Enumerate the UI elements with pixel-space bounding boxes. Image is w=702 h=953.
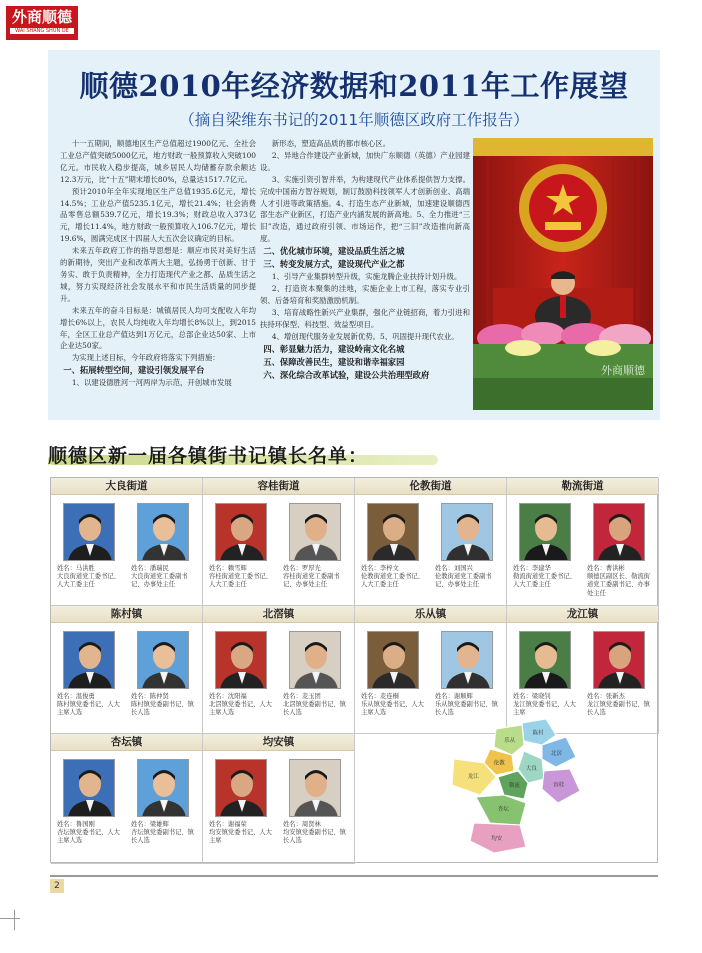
section-heading: 六、深化综合改革试验，建设公共治理型政府 <box>263 369 430 380</box>
official-caption <box>207 565 277 590</box>
official-caption <box>585 693 655 718</box>
unit-name: 伦教街道 <box>355 478 506 495</box>
article-subtitle: （摘自梁维东书记的2011年顺德区政府工作报告） <box>179 111 529 129</box>
paragraph: 2、异地合作建设产业新城，加快广东顺德（英德）产业园建设。 <box>260 150 470 172</box>
official-name: 姓名：潘瑞民 <box>131 565 169 572</box>
official-name: 姓名：梁雄辉 <box>131 821 169 828</box>
paragraph: 预计2010年全年实现地区生产总值1935.6亿元，增长14.5%；工业总产值5235.1亿元，增长21.4%；社会消费品零售总额539.7亿元，增长19.3%；财政总收入373亿元，增长11.4%，地方财政一般预算收入106.7亿元，增长19.6%，圆满完成区十四届人大五次会议确定的目标。 <box>60 186 256 244</box>
portrait-photo <box>519 631 571 689</box>
unit-name: 乐从镇 <box>355 606 506 623</box>
footer-rule <box>50 875 658 877</box>
official-card <box>511 503 581 590</box>
section-heading: 三、转变发展方式，建设现代产业之都 <box>263 259 405 270</box>
crop-mark <box>14 910 15 930</box>
official-card <box>55 503 125 590</box>
official-role: 北滘镇党委副书记、镇长人选 <box>283 701 346 717</box>
portrait-photo <box>215 503 267 561</box>
paragraph: 3、实施引资引智并举，为构建现代产业体系提供智力支撑。完成中国南方智谷规划，制订鼓励科技领军人才创新创业、高端人才引进等政策措施。4、打造生态产业新城，加速建设顺德西部生态产业新区，打造产业内涵发展的新高地。5、全力推进“三旧”改造，通过政府引领、市场运作，把“三旧”改造推向新高度。 <box>260 174 470 244</box>
official-role: 伦教街道党工委书记、人大工委主任 <box>361 573 424 589</box>
article-title: 顺德2010年经济数据和2011年工作展望 <box>79 69 629 103</box>
official-caption <box>511 693 581 718</box>
page-number: 2 <box>50 879 64 893</box>
official-role: 勒流街道党工委书记、人大工委主任 <box>513 573 576 589</box>
official-card <box>433 631 503 718</box>
official-role: 容桂街道党工委书记、人大工委主任 <box>209 573 272 589</box>
portrait-photo <box>215 759 267 817</box>
portrait-photo <box>519 503 571 561</box>
roster-heading <box>48 441 448 467</box>
official-role: 陈村镇党委副书记、镇长人选 <box>131 701 194 717</box>
official-card <box>511 631 581 718</box>
roster-title: 顺德区新一届各镇街书记镇长名单： <box>48 445 369 467</box>
unit-cell <box>51 606 203 734</box>
official-caption <box>511 565 581 590</box>
official-role: 龙江镇党委书记、人大主席 <box>513 701 576 717</box>
official-name: 姓名：马洪胜 <box>57 565 95 572</box>
official-role: 北滘镇党委书记、人大主席人选 <box>209 701 272 717</box>
magazine-logo <box>6 6 78 40</box>
unit-name: 容桂街道 <box>203 478 354 495</box>
portrait-photo <box>367 503 419 561</box>
map-label: 杏坛 <box>497 806 509 813</box>
official-card <box>207 759 277 846</box>
official-role: 杏坛镇党委副书记、镇长人选 <box>131 829 194 845</box>
portrait-photo <box>63 631 115 689</box>
official-name: 姓名：周贤林 <box>283 821 321 828</box>
unit-name: 大良街道 <box>51 478 202 495</box>
unit-name: 陈村镇 <box>51 606 202 623</box>
official-name: 姓名：谢顺辉 <box>435 693 473 700</box>
map-label: 龙江 <box>467 773 479 780</box>
section-heading: 二、优化城市环境，建设品质生活之城 <box>263 246 405 257</box>
official-role: 龙江镇党委副书记、镇长人选 <box>587 701 650 717</box>
portrait-photo <box>63 759 115 817</box>
official-role: 杏坛镇党委书记、人大主席人选 <box>57 829 120 845</box>
paragraph: 新形态，塑造高品质的都市核心区。 <box>271 139 391 148</box>
official-card <box>207 503 277 590</box>
shunde-map <box>434 715 649 855</box>
section-heading: 五、保障改善民生，建设和谐幸福家园 <box>263 356 405 367</box>
paragraph: 1、以建设德胜河一河两岸为示范，开创城市发展 <box>71 378 232 388</box>
official-name: 姓名：李梓文 <box>361 565 399 572</box>
article-panel <box>48 50 660 420</box>
article-column-2 <box>260 138 470 418</box>
official-caption <box>129 565 199 590</box>
map-label: 乐从 <box>504 738 516 745</box>
official-card <box>433 503 503 590</box>
official-role: 大良街道党工委副书记、办事处主任 <box>131 573 188 589</box>
official-caption <box>207 821 277 846</box>
unit-cell <box>203 606 355 734</box>
official-card <box>129 503 199 590</box>
unit-name: 龙江镇 <box>507 606 658 623</box>
map-label: 均安 <box>491 835 503 842</box>
official-card <box>207 631 277 718</box>
roster-grid <box>50 477 658 863</box>
map-label: 陈村 <box>532 730 544 737</box>
crop-mark <box>0 918 20 919</box>
official-caption <box>129 693 199 718</box>
official-caption <box>359 693 429 718</box>
official-caption <box>281 693 351 718</box>
official-card <box>585 503 655 598</box>
official-name: 姓名：陈仲贤 <box>131 693 169 700</box>
unit-cell <box>203 478 355 606</box>
official-card <box>129 759 199 846</box>
official-role: 均安镇党委副书记、镇长人选 <box>283 829 346 845</box>
official-name: 姓名：沈阳福 <box>209 693 247 700</box>
official-caption <box>433 693 503 718</box>
photo-watermark: 外商顺德 <box>601 364 645 377</box>
logo-subtext: WAI SHANG SHUN DE <box>10 28 74 34</box>
official-name: 姓名：赖雪辉 <box>209 565 247 572</box>
official-name: 姓名：罗厚光 <box>283 565 321 572</box>
paragraph: 2、打造资本聚集的洼地，实施企业上市工程，落实专业引领、后备培育和奖励激励机制。 <box>260 284 470 305</box>
official-card <box>281 503 351 590</box>
portrait-photo <box>593 631 645 689</box>
map-label: 容桂 <box>553 782 565 789</box>
official-role: 伦教街道党工委副书记、办事处主任 <box>435 573 492 589</box>
official-role: 大良街道党工委书记、人大工委主任 <box>57 573 120 589</box>
article-column-1 <box>60 138 256 418</box>
official-caption <box>55 565 125 590</box>
official-card <box>55 759 125 846</box>
official-card <box>55 631 125 718</box>
official-caption <box>207 693 277 718</box>
official-caption <box>55 693 125 718</box>
official-role: 乐从镇党委书记、人大主席人选 <box>361 701 424 717</box>
paragraph: 3、培育战略性新兴产业集群，强化产业链招商，着力引进和扶持环保型、科技型、效益型项目。 <box>260 307 470 329</box>
official-role: 乐从镇党委副书记、镇长人选 <box>435 701 498 717</box>
official-role: 均安镇党委书记、人大主席 <box>209 829 272 845</box>
official-caption <box>55 821 125 846</box>
portrait-photo <box>289 759 341 817</box>
logo-text: 外商顺德 <box>11 8 72 26</box>
unit-cell <box>203 734 355 864</box>
paragraph: 十一五期间，顺德地区生产总值超过1900亿元、全社会工业总产值突破5000亿元，地方财政一般预算收入突破100亿元。市民收入稳步提高，城乡居民人均储蓄存款余额达12.3万元，比“十五”期末增长80%，总量达1517.7亿元。 <box>60 139 256 184</box>
portrait-photo <box>63 503 115 561</box>
unit-cell <box>51 734 203 864</box>
paragraph: 未来五年政府工作的指导思想是：顺应市民对美好生活的新期待，突出产业和改革两大主题，弘扬勇于创新、甘于务实、敢于负责精神，全力打造现代产业之都、品质生活之城，努力实现经济社会发展水平和市民生活质量的同步提升。 <box>60 246 256 303</box>
official-caption <box>585 565 655 598</box>
unit-name: 北滘镇 <box>203 606 354 623</box>
unit-name: 杏坛镇 <box>51 734 202 751</box>
official-name: 姓名：曹洪彬 <box>587 565 625 572</box>
official-role: 陈村镇党委书记、人大主席人选 <box>57 701 120 717</box>
unit-name: 勒流街道 <box>507 478 658 495</box>
official-name: 姓名：刘国兴 <box>435 565 473 572</box>
speaker-photo <box>473 138 653 410</box>
paragraph: 未来五年的奋斗目标是：城镇居民人均可支配收入年均增长6%以上，农民人均纯收入年均增长8%以上，到2015年，全区工业总产值达到1万亿元，总部企业达50家、上市企业达50家。 <box>60 305 256 351</box>
official-card <box>585 631 655 718</box>
map-label: 大良 <box>525 766 537 773</box>
official-card <box>359 631 429 718</box>
portrait-photo <box>593 503 645 561</box>
portrait-photo <box>215 631 267 689</box>
official-name: 姓名：李建华 <box>513 565 551 572</box>
portrait-photo <box>137 503 189 561</box>
official-caption <box>281 565 351 590</box>
official-name: 姓名：谢福荣 <box>209 821 247 828</box>
official-name: 姓名：鲁国刚 <box>57 821 95 828</box>
unit-cell <box>51 478 203 606</box>
emblem-icon <box>519 164 607 252</box>
official-name: 姓名：温俊勇 <box>57 693 95 700</box>
official-caption <box>281 821 351 846</box>
official-caption <box>129 821 199 846</box>
portrait-photo <box>441 631 493 689</box>
portrait-photo <box>289 503 341 561</box>
official-name: 姓名：麦连桐 <box>361 693 399 700</box>
paragraph: 4、增创现代服务业发展新优势。5、巩固提升现代农业。 <box>271 331 459 341</box>
official-role: 顺德区副区长、勒流街道党工委副书记、办事处主任 <box>587 573 650 597</box>
portrait-photo <box>367 631 419 689</box>
map-label: 伦教 <box>493 760 505 767</box>
official-card <box>281 631 351 718</box>
unit-cell <box>507 478 659 606</box>
portrait-photo <box>289 631 341 689</box>
official-card <box>359 503 429 590</box>
portrait-photo <box>441 503 493 561</box>
portrait-photo <box>137 759 189 817</box>
section-heading: 四、彰显魅力活力，建设岭南文化名城 <box>263 343 405 354</box>
section-heading: 一、拓展转型空间，建设引领发展平台 <box>63 365 205 376</box>
official-caption <box>433 565 503 590</box>
paragraph: 为实现上述目标，今年政府将落实下列措施： <box>71 353 220 363</box>
paragraph: 1、引导产业集群转型升级，实施龙腾企业扶持计划升级。 <box>271 272 462 282</box>
official-role: 容桂街道党工委副书记、办事处主任 <box>283 573 340 589</box>
official-card <box>281 759 351 846</box>
map-label: 北滘 <box>550 751 562 757</box>
map-label: 勒流 <box>508 783 520 789</box>
portrait-photo <box>137 631 189 689</box>
unit-name: 均安镇 <box>203 734 354 751</box>
official-name: 姓名：麦玉团 <box>283 693 321 700</box>
official-card <box>129 631 199 718</box>
unit-cell <box>355 478 507 606</box>
official-name: 姓名：梁晓钊 <box>513 693 551 700</box>
official-caption <box>359 565 429 590</box>
official-name: 姓名：张新杰 <box>587 693 625 700</box>
